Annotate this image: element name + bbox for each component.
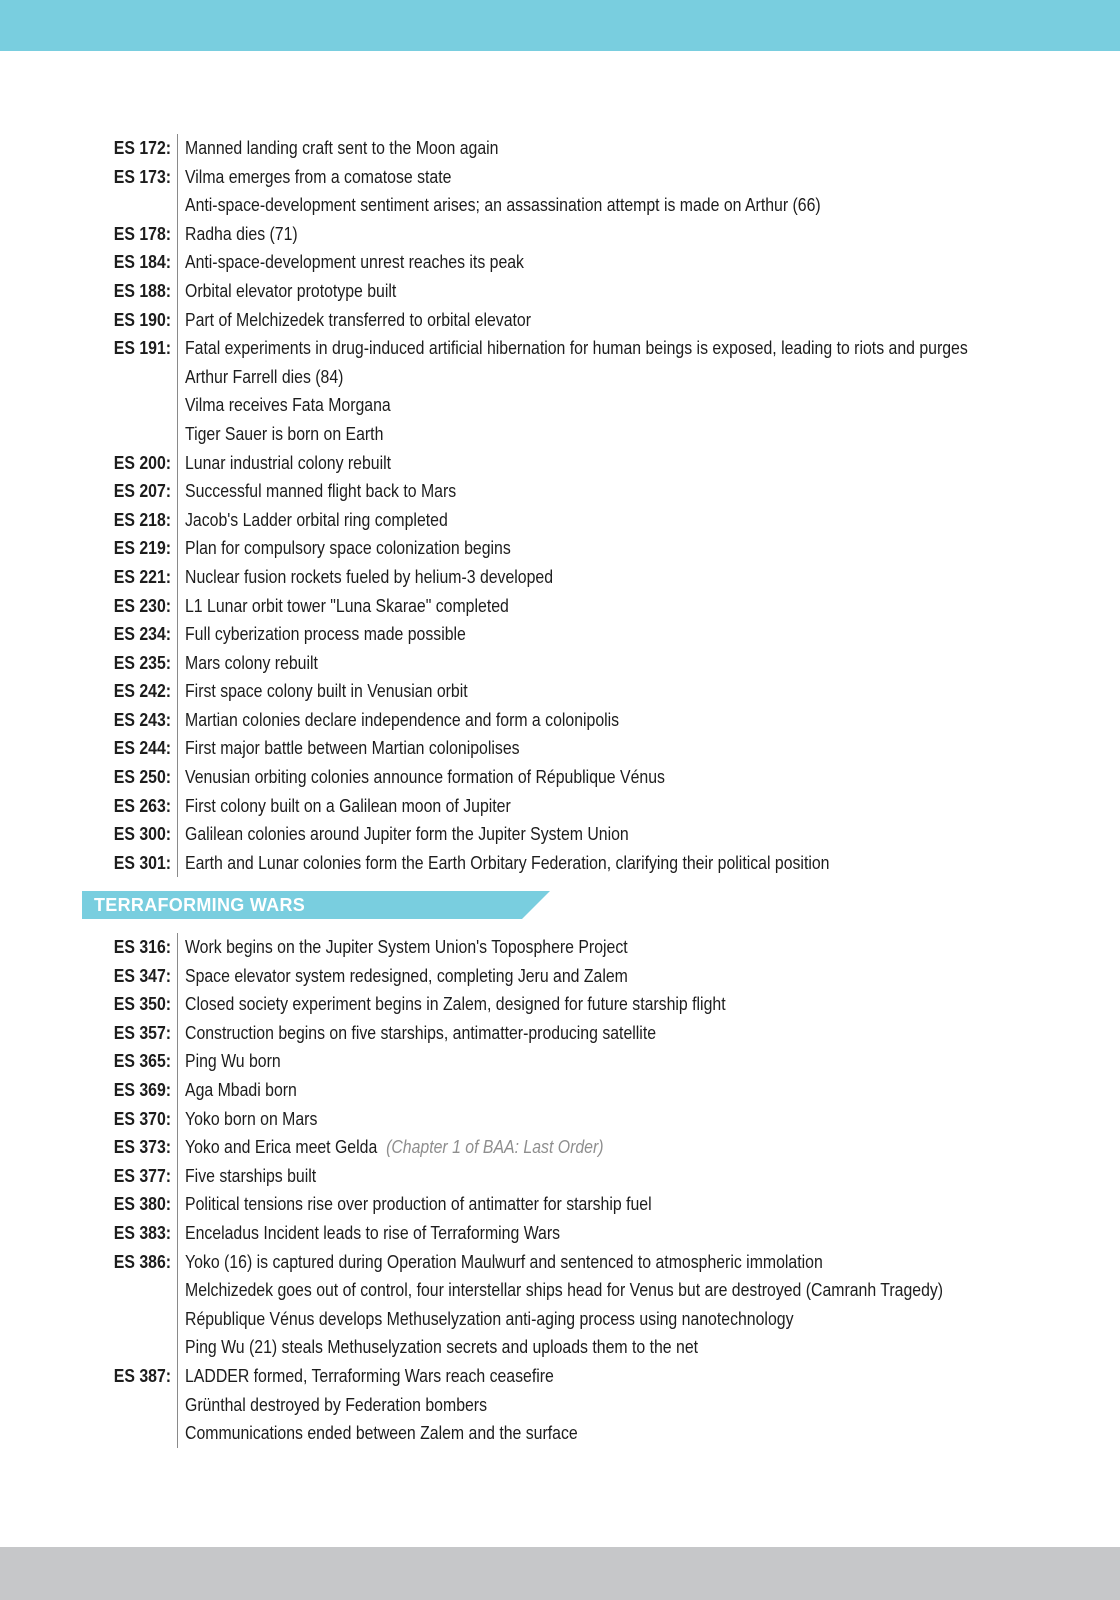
event-description: Yoko and Erica meet Gelda bbox=[185, 1137, 378, 1158]
event-text bbox=[185, 1305, 793, 1334]
timeline-divider bbox=[177, 163, 178, 192]
event-text bbox=[185, 1076, 297, 1105]
event-description: Orbital elevator prototype built bbox=[185, 280, 397, 301]
timeline-row bbox=[0, 1305, 1120, 1334]
timeline-row bbox=[0, 306, 1120, 335]
event-text bbox=[185, 763, 665, 792]
timeline-divider bbox=[177, 220, 178, 249]
timeline-row bbox=[0, 1162, 1120, 1191]
event-text bbox=[185, 820, 629, 849]
timeline-row bbox=[0, 849, 1120, 878]
timeline-divider bbox=[177, 191, 178, 220]
timeline-row bbox=[0, 649, 1120, 678]
event-description: First major battle between Martian colonipolises bbox=[185, 738, 520, 759]
timeline-row bbox=[0, 792, 1120, 821]
event-description: Lunar industrial colony rebuilt bbox=[185, 452, 392, 473]
year-label: ES 221: bbox=[113, 566, 171, 587]
timeline-divider bbox=[177, 334, 178, 363]
event-text bbox=[185, 1276, 943, 1305]
event-text bbox=[185, 620, 466, 649]
year-label: ES 244: bbox=[113, 738, 171, 759]
timeline-divider bbox=[177, 792, 178, 821]
event-text bbox=[185, 933, 628, 962]
timeline-divider bbox=[177, 1019, 178, 1048]
timeline-divider bbox=[177, 1391, 178, 1420]
timeline-row bbox=[0, 1190, 1120, 1219]
timeline-row bbox=[0, 592, 1120, 621]
event-text bbox=[185, 1419, 578, 1448]
timeline-divider bbox=[177, 1047, 178, 1076]
timeline-row bbox=[0, 820, 1120, 849]
year-label: ES 200: bbox=[113, 452, 171, 473]
event-text bbox=[185, 306, 531, 335]
event-text bbox=[185, 363, 343, 392]
timeline-row bbox=[0, 1076, 1120, 1105]
event-description: Political tensions rise over production of antimatter for starship fuel bbox=[185, 1194, 652, 1215]
event-text bbox=[185, 792, 511, 821]
event-description: Fatal experiments in drug-induced artificial hibernation for human beings is exposed, leading to riots and purges bbox=[185, 338, 968, 359]
event-description: Earth and Lunar colonies form the Earth Orbitary Federation, clarifying their political position bbox=[185, 852, 830, 873]
timeline-row bbox=[0, 706, 1120, 735]
event-note: (Chapter 1 of BAA: Last Order) bbox=[386, 1137, 604, 1158]
year-label: ES 373: bbox=[113, 1137, 171, 1158]
event-description: First colony built on a Galilean moon of Jupiter bbox=[185, 795, 511, 816]
event-text bbox=[185, 220, 298, 249]
timeline-row bbox=[0, 1047, 1120, 1076]
timeline-terraforming-wars bbox=[0, 933, 1120, 1448]
timeline-row bbox=[0, 1105, 1120, 1134]
timeline-row bbox=[0, 1276, 1120, 1305]
timeline-divider bbox=[177, 1105, 178, 1134]
event-description: Vilma receives Fata Morgana bbox=[185, 395, 391, 416]
event-description: Enceladus Incident leads to rise of Terraforming Wars bbox=[185, 1222, 561, 1243]
year-label: ES 234: bbox=[113, 624, 171, 645]
timeline-row bbox=[0, 763, 1120, 792]
timeline-row bbox=[0, 163, 1120, 192]
timeline-row bbox=[0, 134, 1120, 163]
event-text bbox=[185, 248, 524, 277]
timeline-divider bbox=[177, 620, 178, 649]
timeline-divider bbox=[177, 820, 178, 849]
year-label: ES 263: bbox=[113, 795, 171, 816]
timeline-row bbox=[0, 248, 1120, 277]
timeline-divider bbox=[177, 962, 178, 991]
timeline-divider bbox=[177, 734, 178, 763]
year-label: ES 387: bbox=[113, 1365, 171, 1386]
event-description: Yoko (16) is captured during Operation Maulwurf and sentenced to atmospheric immolation bbox=[185, 1251, 823, 1272]
event-text bbox=[185, 1047, 281, 1076]
year-label: ES 173: bbox=[113, 166, 171, 187]
event-description: Grünthal destroyed by Federation bombers bbox=[185, 1394, 488, 1415]
footer-bar bbox=[0, 1547, 1120, 1600]
timeline-divider bbox=[177, 763, 178, 792]
event-text bbox=[185, 1019, 656, 1048]
timeline-row bbox=[0, 1019, 1120, 1048]
event-description: Yoko born on Mars bbox=[185, 1108, 318, 1129]
event-text bbox=[185, 1248, 823, 1277]
timeline-row bbox=[0, 191, 1120, 220]
section-banner bbox=[82, 891, 550, 919]
year-label: ES 357: bbox=[113, 1022, 171, 1043]
timeline-row bbox=[0, 506, 1120, 535]
timeline-row bbox=[0, 1362, 1120, 1391]
event-text bbox=[185, 592, 509, 621]
timeline-row bbox=[0, 534, 1120, 563]
timeline-row bbox=[0, 277, 1120, 306]
timeline-divider bbox=[177, 990, 178, 1019]
event-text bbox=[185, 1190, 652, 1219]
event-description: République Vénus develops Methuselyzation anti-aging process using nanotechnology bbox=[185, 1308, 794, 1329]
event-text bbox=[185, 506, 448, 535]
event-description: Venusian orbiting colonies announce formation of République Vénus bbox=[185, 767, 665, 788]
timeline-row bbox=[0, 420, 1120, 449]
event-description: Arthur Farrell dies (84) bbox=[185, 366, 344, 387]
event-description: Melchizedek goes out of control, four interstellar ships head for Venus but are destroyed (Camranh Tragedy) bbox=[185, 1280, 944, 1301]
year-label: ES 178: bbox=[113, 223, 171, 244]
year-label: ES 184: bbox=[113, 252, 171, 273]
year-label: ES 380: bbox=[113, 1194, 171, 1215]
event-text bbox=[185, 449, 391, 478]
event-text bbox=[185, 277, 396, 306]
year-label: ES 370: bbox=[113, 1108, 171, 1129]
event-description: Space elevator system redesigned, completing Jeru and Zalem bbox=[185, 965, 628, 986]
timeline-divider bbox=[177, 1076, 178, 1105]
event-text bbox=[185, 734, 520, 763]
event-description: Tiger Sauer is born on Earth bbox=[185, 423, 384, 444]
event-text bbox=[185, 191, 821, 220]
timeline-divider bbox=[177, 134, 178, 163]
year-label: ES 219: bbox=[113, 538, 171, 559]
timeline-row bbox=[0, 734, 1120, 763]
timeline-divider bbox=[177, 477, 178, 506]
year-label: ES 230: bbox=[113, 595, 171, 616]
year-label: ES 190: bbox=[113, 309, 171, 330]
event-text bbox=[185, 1105, 317, 1134]
timeline-row bbox=[0, 620, 1120, 649]
event-text bbox=[185, 649, 318, 678]
event-description: Plan for compulsory space colonization begins bbox=[185, 538, 511, 559]
event-text bbox=[185, 1362, 554, 1391]
timeline-divider bbox=[177, 1190, 178, 1219]
timeline-divider bbox=[177, 306, 178, 335]
event-description: Part of Melchizedek transferred to orbital elevator bbox=[185, 309, 532, 330]
timeline-row bbox=[0, 1133, 1120, 1162]
event-description: Communications ended between Zalem and the surface bbox=[185, 1423, 578, 1444]
event-text bbox=[185, 134, 499, 163]
event-description: Ping Wu born bbox=[185, 1051, 281, 1072]
event-text bbox=[185, 706, 619, 735]
event-description: Vilma emerges from a comatose state bbox=[185, 166, 452, 187]
event-description: Closed society experiment begins in Zalem, designed for future starship flight bbox=[185, 994, 726, 1015]
timeline-row bbox=[0, 677, 1120, 706]
event-description: First space colony built in Venusian orbit bbox=[185, 681, 468, 702]
event-description: L1 Lunar orbit tower "Luna Skarae" completed bbox=[185, 595, 509, 616]
timeline-divider bbox=[177, 706, 178, 735]
timeline-row bbox=[0, 363, 1120, 392]
timeline-divider bbox=[177, 1305, 178, 1334]
event-text bbox=[185, 534, 511, 563]
event-text bbox=[185, 477, 456, 506]
event-description: Ping Wu (21) steals Methuselyzation secrets and uploads them to the net bbox=[185, 1337, 699, 1358]
event-text bbox=[185, 1162, 316, 1191]
timeline-divider bbox=[177, 933, 178, 962]
year-label: ES 242: bbox=[113, 681, 171, 702]
event-description: Jacob's Ladder orbital ring completed bbox=[185, 509, 448, 530]
timeline-divider bbox=[177, 363, 178, 392]
event-description: Five starships built bbox=[185, 1165, 317, 1186]
timeline-divider bbox=[177, 677, 178, 706]
timeline-row bbox=[0, 1333, 1120, 1362]
header-bar bbox=[0, 0, 1120, 51]
timeline-divider bbox=[177, 649, 178, 678]
year-label: ES 243: bbox=[113, 709, 171, 730]
timeline-row bbox=[0, 220, 1120, 249]
event-description: Mars colony rebuilt bbox=[185, 652, 318, 673]
year-label: ES 347: bbox=[113, 965, 171, 986]
timeline-divider bbox=[177, 849, 178, 878]
timeline-divider bbox=[177, 1276, 178, 1305]
event-description: Manned landing craft sent to the Moon again bbox=[185, 138, 499, 158]
event-description: Anti-space-development sentiment arises; an assassination attempt is made on Arthur (66) bbox=[185, 195, 821, 216]
timeline-divider bbox=[177, 1162, 178, 1191]
timeline-row bbox=[0, 391, 1120, 420]
timeline-divider bbox=[177, 420, 178, 449]
timeline-row bbox=[0, 1419, 1120, 1448]
timeline-divider bbox=[177, 1248, 178, 1277]
event-text bbox=[185, 962, 628, 991]
timeline-row bbox=[0, 1219, 1120, 1248]
timeline-divider bbox=[177, 1333, 178, 1362]
year-label: ES 250: bbox=[113, 767, 171, 788]
event-text bbox=[185, 391, 391, 420]
timeline-row bbox=[0, 990, 1120, 1019]
timeline-divider bbox=[177, 563, 178, 592]
year-label: ES 365: bbox=[113, 1051, 171, 1072]
event-text bbox=[185, 420, 383, 449]
event-description: Galilean colonies around Jupiter form the Jupiter System Union bbox=[185, 824, 629, 845]
event-text bbox=[185, 563, 553, 592]
event-description: Construction begins on five starships, antimatter-producing satellite bbox=[185, 1022, 657, 1043]
year-label: ES 350: bbox=[113, 994, 171, 1015]
event-description: Full cyberization process made possible bbox=[185, 624, 466, 645]
event-text bbox=[185, 334, 968, 363]
year-label: ES 235: bbox=[113, 652, 171, 673]
event-description: Radha dies (71) bbox=[185, 223, 298, 244]
year-label: ES 369: bbox=[113, 1079, 171, 1100]
timeline-row bbox=[0, 334, 1120, 363]
event-text bbox=[185, 1133, 604, 1162]
year-label: ES 188: bbox=[113, 280, 171, 301]
event-description: LADDER formed, Terraforming Wars reach ceasefire bbox=[185, 1365, 554, 1386]
event-description: Aga Mbadi born bbox=[185, 1079, 297, 1100]
event-description: Work begins on the Jupiter System Union's Toposphere Project bbox=[185, 937, 628, 957]
timeline-divider bbox=[177, 592, 178, 621]
section-title: TERRAFORMING WARS bbox=[94, 895, 306, 915]
timeline-row bbox=[0, 449, 1120, 478]
timeline-row bbox=[0, 1391, 1120, 1420]
timeline-row bbox=[0, 477, 1120, 506]
timeline-divider bbox=[177, 1362, 178, 1391]
year-label: ES 316: bbox=[113, 937, 171, 957]
event-text bbox=[185, 990, 726, 1019]
year-label: ES 377: bbox=[113, 1165, 171, 1186]
timeline-row bbox=[0, 563, 1120, 592]
year-label: ES 218: bbox=[113, 509, 171, 530]
event-text bbox=[185, 163, 451, 192]
event-text bbox=[185, 1391, 487, 1420]
year-label: ES 383: bbox=[113, 1222, 171, 1243]
timeline-row bbox=[0, 962, 1120, 991]
event-text bbox=[185, 849, 829, 878]
timeline-divider bbox=[177, 277, 178, 306]
year-label: ES 207: bbox=[113, 481, 171, 502]
timeline-es172-es301 bbox=[0, 134, 1120, 877]
event-description: Martian colonies declare independence and form a colonipolis bbox=[185, 709, 620, 730]
year-label: ES 301: bbox=[113, 852, 171, 873]
timeline-divider bbox=[177, 248, 178, 277]
timeline-divider bbox=[177, 1133, 178, 1162]
event-description: Successful manned flight back to Mars bbox=[185, 481, 457, 502]
timeline-row bbox=[0, 1248, 1120, 1277]
event-text bbox=[185, 677, 468, 706]
timeline-row bbox=[0, 933, 1120, 962]
event-description: Anti-space-development unrest reaches its peak bbox=[185, 252, 524, 273]
year-label: ES 386: bbox=[113, 1251, 171, 1272]
event-description: Nuclear fusion rockets fueled by helium-3 developed bbox=[185, 566, 554, 587]
timeline-divider bbox=[177, 1219, 178, 1248]
timeline-divider bbox=[177, 449, 178, 478]
year-label: ES 300: bbox=[113, 824, 171, 845]
timeline-divider bbox=[177, 506, 178, 535]
event-text bbox=[185, 1219, 560, 1248]
timeline-divider bbox=[177, 391, 178, 420]
year-label: ES 191: bbox=[113, 338, 171, 359]
event-text bbox=[185, 1333, 698, 1362]
year-label: ES 172: bbox=[113, 138, 171, 158]
timeline-divider bbox=[177, 534, 178, 563]
timeline-divider bbox=[177, 1419, 178, 1448]
